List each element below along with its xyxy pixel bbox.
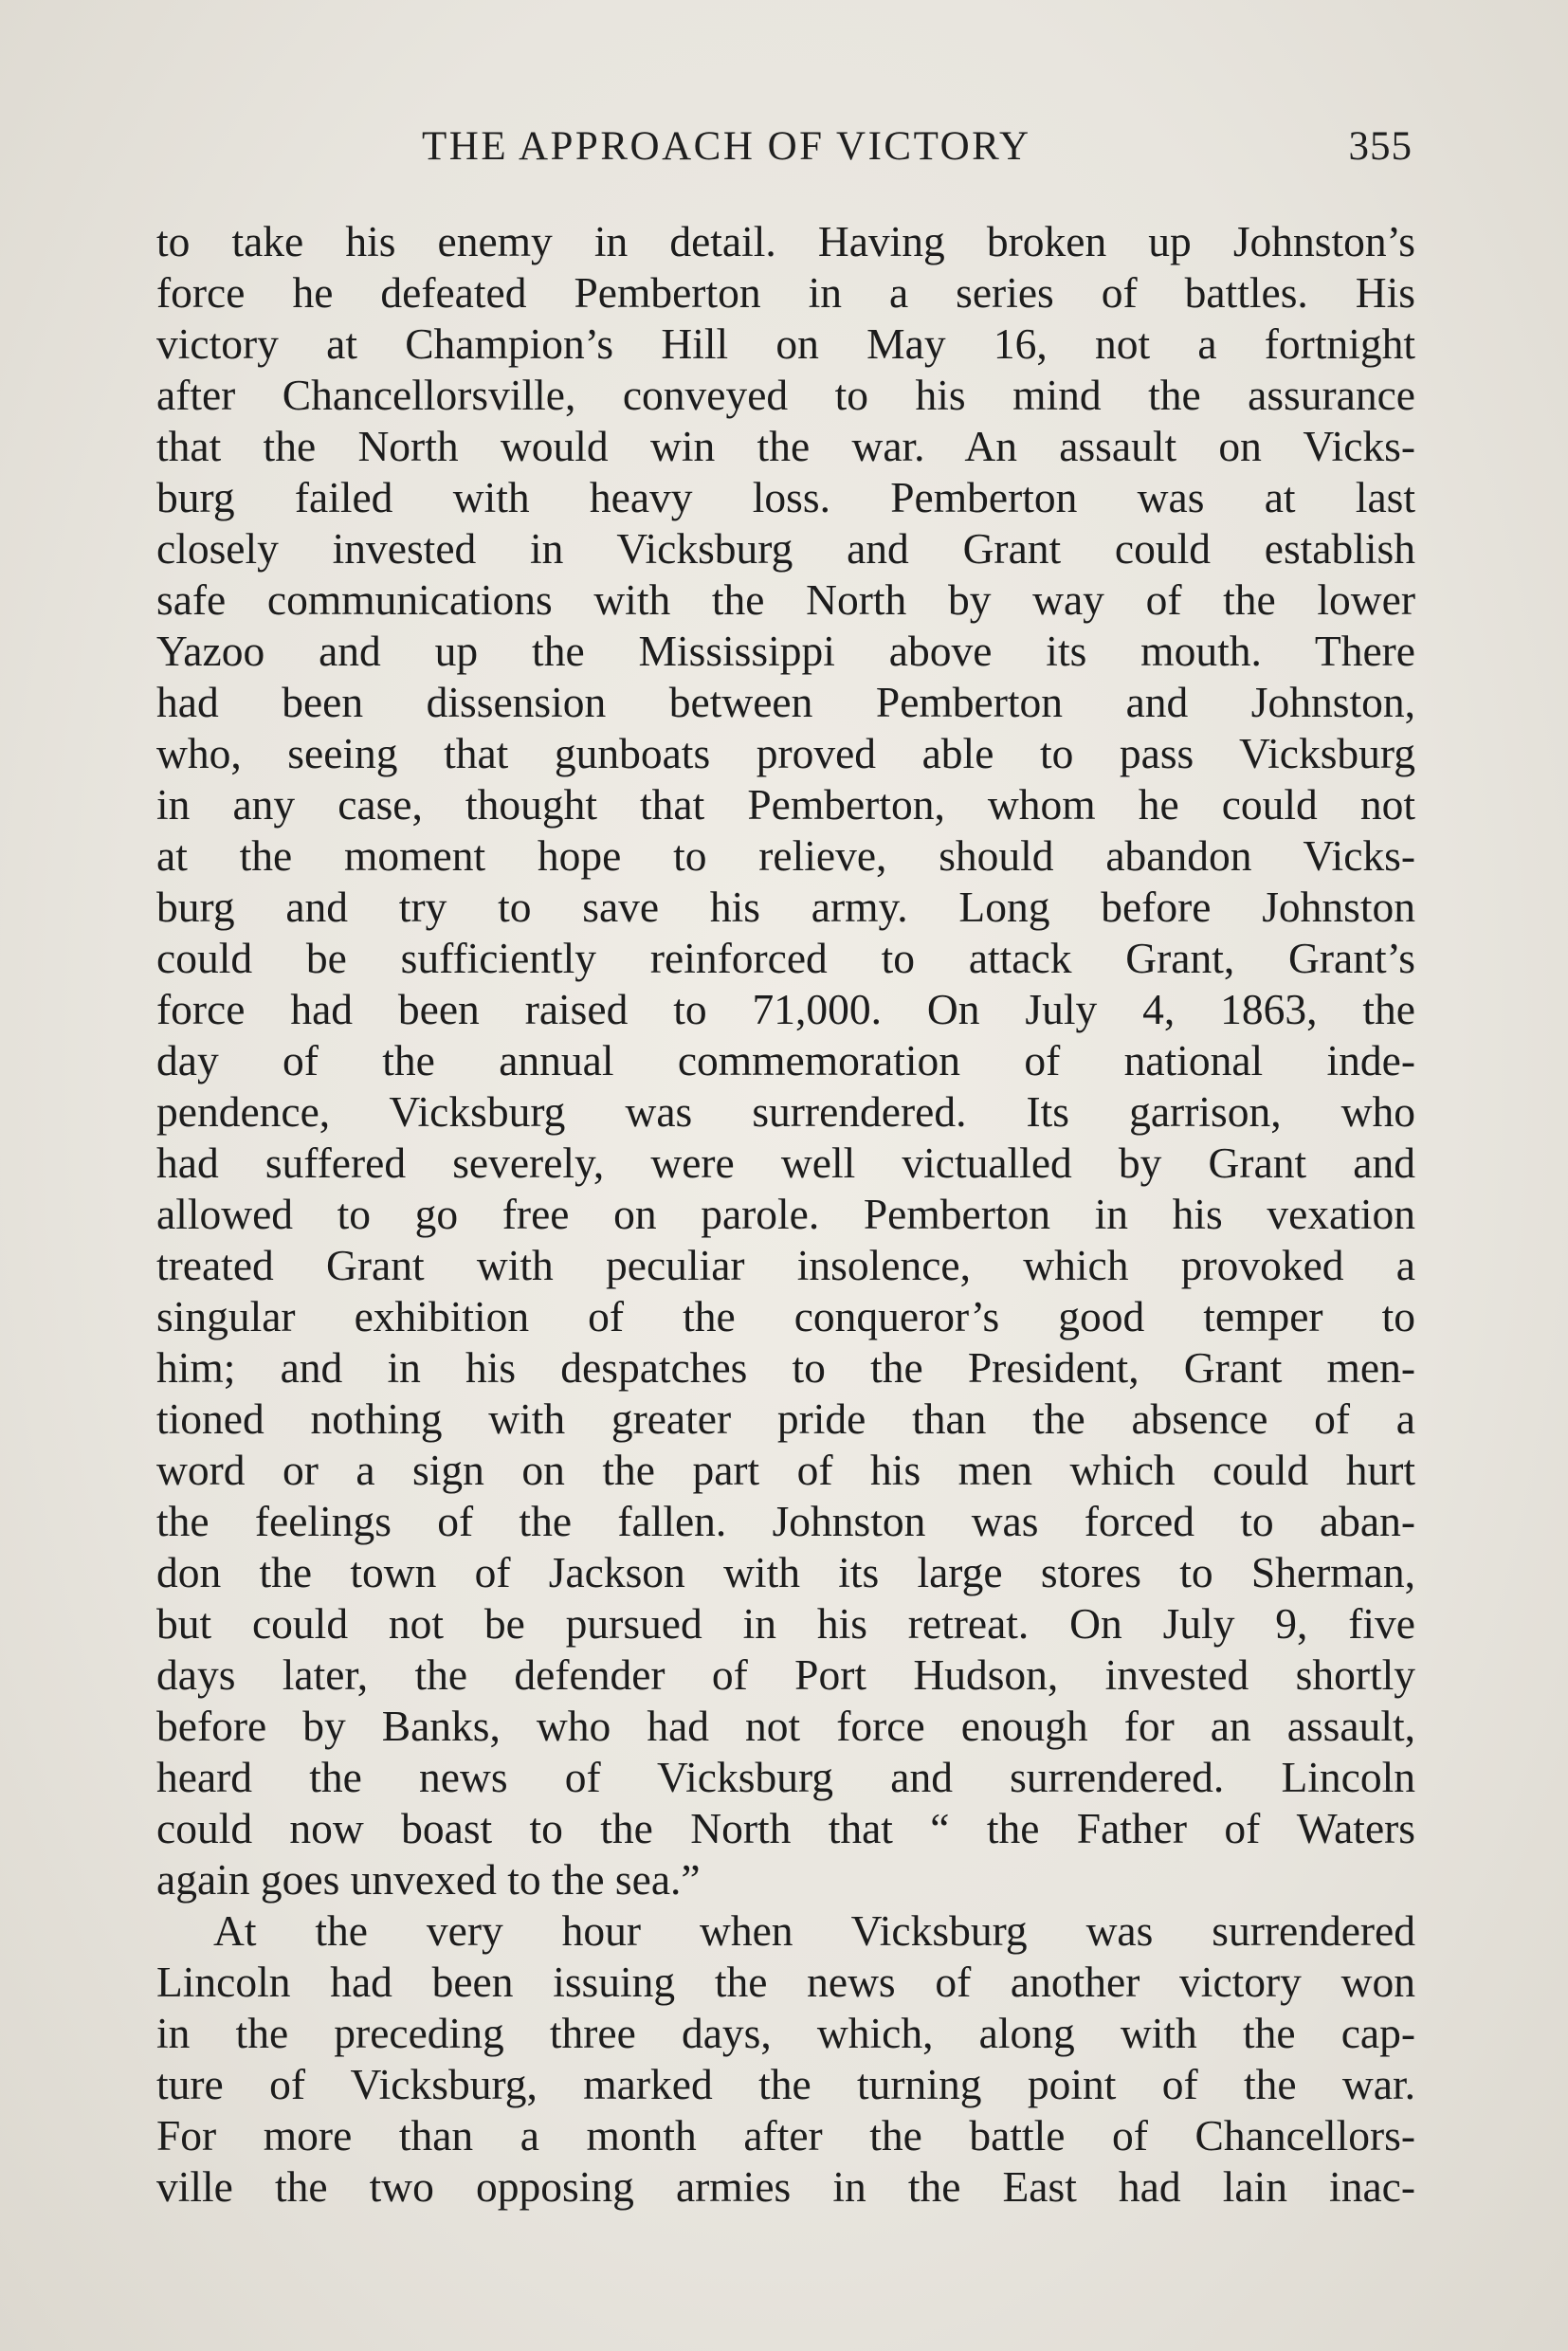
text-line: who, seeing that gunboats proved able to pass Vicksburg	[156, 729, 1415, 777]
running-head	[156, 123, 1413, 180]
text-line: ture of Vicksburg, marked the turning point of the war.	[156, 2060, 1415, 2108]
text-line: that the North would win the war. An assault on Vicks-	[156, 422, 1415, 470]
text-line: Lincoln had been issuing the news of another victory won	[156, 1958, 1415, 2006]
page-number: 355	[1348, 124, 1413, 169]
text-line: word or a sign on the part of his men which could hurt	[156, 1446, 1415, 1494]
text-line: the feelings of the fallen. Johnston was forced to aban-	[156, 1497, 1415, 1545]
text-line: ville the two opposing armies in the East had lain inac-	[156, 2162, 1415, 2211]
text-line: him; and in his despatches to the President, Grant men-	[156, 1343, 1415, 1392]
text-line: in the preceding three days, which, along with the cap-	[156, 2009, 1415, 2057]
text-line: force he defeated Pemberton in a series of battles. His	[156, 268, 1415, 317]
running-title: THE APPROACH OF VICTORY	[422, 124, 1031, 169]
text-line: to take his enemy in detail. Having broken up Johnston’s	[156, 217, 1415, 265]
text-line: For more than a month after the battle of Chancellors-	[156, 2111, 1415, 2160]
text-line: had been dissension between Pemberton and Johnston,	[156, 678, 1415, 726]
text-line: At the very hour when Vicksburg was surrendered	[213, 1906, 1415, 1955]
text-line: don the town of Jackson with its large stores to Sherman,	[156, 1548, 1415, 1596]
text-line: in any case, thought that Pemberton, whom he could not	[156, 780, 1415, 829]
text-line: days later, the defender of Port Hudson, invested shortly	[156, 1650, 1415, 1699]
text-line: force had been raised to 71,000. On July 4, 1863, the	[156, 985, 1415, 1033]
text-line: closely invested in Vicksburg and Grant could establish	[156, 524, 1415, 573]
paragraph-1	[156, 216, 1415, 1905]
text-line: burg and try to save his army. Long before Johnston	[156, 883, 1415, 931]
text-line: but could not be pursued in his retreat. On July 9, five	[156, 1599, 1415, 1648]
text-line: tioned nothing with greater pride than the absence of a	[156, 1394, 1415, 1443]
text-line: victory at Champion’s Hill on May 16, not a fortnight	[156, 319, 1415, 368]
text-line: again goes unvexed to the sea.”	[156, 1855, 701, 1904]
text-line: burg failed with heavy loss. Pemberton was at last	[156, 473, 1415, 521]
text-line: after Chancellorsville, conveyed to his mind the assurance	[156, 371, 1415, 419]
text-line: had suffered severely, were well victualled by Grant and	[156, 1139, 1415, 1187]
text-line: day of the annual commemoration of national inde-	[156, 1036, 1415, 1084]
text-line: Yazoo and up the Mississippi above its mouth. There	[156, 627, 1415, 675]
text-line: pendence, Vicksburg was surrendered. Its garrison, who	[156, 1087, 1415, 1136]
body-text	[156, 216, 1415, 2213]
text-line: before by Banks, who had not force enough for an assault,	[156, 1702, 1415, 1750]
text-line: singular exhibition of the conqueror’s good temper to	[156, 1292, 1415, 1340]
text-line: allowed to go free on parole. Pemberton in his vexation	[156, 1190, 1415, 1238]
text-line: safe communications with the North by way of the lower	[156, 575, 1415, 624]
text-line: treated Grant with peculiar insolence, which provoked a	[156, 1241, 1415, 1289]
paragraph-2	[156, 1905, 1415, 2213]
text-line: could now boast to the North that “ the Father of Waters	[156, 1804, 1415, 1852]
text-line: at the moment hope to relieve, should abandon Vicks-	[156, 831, 1415, 880]
text-line: heard the news of Vicksburg and surrendered. Lincoln	[156, 1753, 1415, 1801]
text-line: could be sufficiently reinforced to attack Grant, Grant’s	[156, 934, 1415, 982]
